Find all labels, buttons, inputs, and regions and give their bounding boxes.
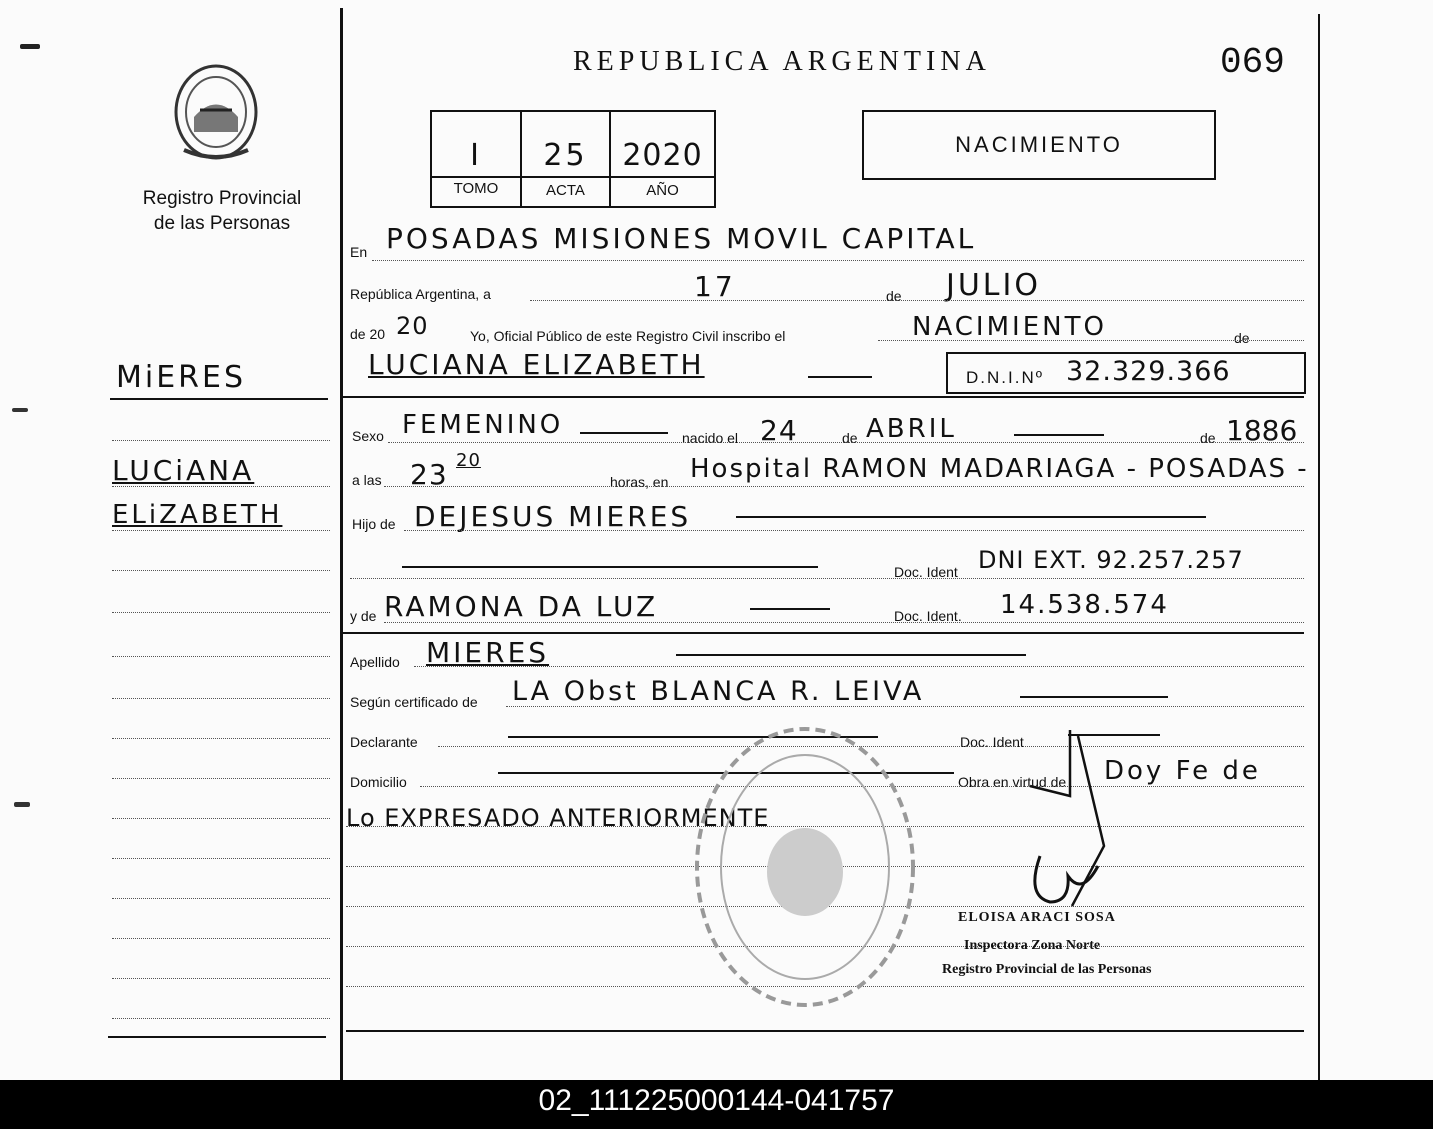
filler-stroke <box>580 432 668 434</box>
entry-line <box>350 578 1304 579</box>
punch-mark <box>20 44 40 49</box>
place-value: POSADAS MISIONES MOVIL CAPITAL <box>386 222 977 255</box>
doc-ident3-label: Doc. Ident <box>960 734 1024 750</box>
alas-label: a las <box>352 472 382 488</box>
margin-line <box>112 978 330 979</box>
country-title: REPUBLICA ARGENTINA <box>573 46 991 77</box>
entry-line <box>388 442 1304 443</box>
margin-divider <box>340 8 343 1080</box>
birth-month: ABRIL <box>866 414 957 444</box>
segun-label: Según certificado de <box>350 694 478 710</box>
margin-line <box>110 398 328 400</box>
margin-name2: ELiZABETH <box>112 500 283 530</box>
registry-line2: de las Personas <box>153 213 291 234</box>
registry-line1: Registro Provincial <box>142 188 302 209</box>
birth-year: 1886 <box>1226 414 1298 447</box>
de2-label: de <box>1234 330 1250 346</box>
margin-bottom-rule <box>108 1036 326 1038</box>
ano-label: AÑO <box>646 182 679 199</box>
margin-surname: MiERES <box>116 360 247 395</box>
filler-stroke <box>1014 434 1104 436</box>
month-value: JULIO <box>946 268 1041 303</box>
dni-box <box>946 352 1306 394</box>
margin-line <box>112 612 330 613</box>
section-rule <box>342 632 1304 634</box>
act-value: NACIMIENTO <box>912 312 1107 342</box>
official-stamp <box>692 722 918 1012</box>
margin-name1: LUCiANA <box>112 454 255 487</box>
official-signature <box>1010 726 1120 926</box>
person-name: LUCIANA ELIZABETH <box>368 348 705 381</box>
day-value: 17 <box>694 270 736 303</box>
filler-stroke <box>402 566 818 568</box>
domicilio-label: Domicilio <box>350 774 407 790</box>
entry-line <box>372 260 1304 261</box>
doc-ident2-label: Doc. Ident. <box>894 608 962 624</box>
margin-line <box>112 1018 330 1019</box>
entry-line <box>506 706 1304 707</box>
nacido-label: nacido el <box>682 430 739 446</box>
sexo-label: Sexo <box>352 428 384 444</box>
filler-stroke <box>736 516 1206 518</box>
republica-label: República Argentina, a <box>350 286 491 302</box>
declarante-label: Declarante <box>350 734 418 750</box>
horas-label: horas, en <box>610 474 669 490</box>
birth-place: Hospital RAMON MADARIAGA - POSADAS - <box>690 454 1309 484</box>
filler-stroke <box>750 608 830 610</box>
entry-line <box>530 300 1304 301</box>
record-type: NACIMIENTO <box>955 132 1123 157</box>
mother-name: RAMONA DA LUZ <box>384 590 659 623</box>
entry-line <box>384 622 1304 623</box>
margin-line <box>112 486 330 487</box>
filler-stroke <box>676 654 1026 656</box>
punch-mark <box>14 802 30 807</box>
tomo-value: I <box>470 138 482 173</box>
margin-line <box>112 818 330 819</box>
punch-mark <box>12 408 28 412</box>
dni-label: D.N.I.Nº <box>966 368 1044 387</box>
page-number: 069 <box>1220 42 1285 83</box>
de3-label: de <box>842 430 858 446</box>
tomo-label: TOMO <box>453 180 499 197</box>
signature-title: Inspectora Zona Norte <box>964 938 1101 953</box>
birth-day: 24 <box>760 414 798 447</box>
signature-name: ELOISA ARACI SOSA <box>958 910 1116 925</box>
apellido-label: Apellido <box>350 654 400 670</box>
hour-minutes: 20 <box>456 450 481 471</box>
province-seal <box>170 62 262 166</box>
doc-ident-label: Doc. Ident <box>894 564 958 580</box>
margin-line <box>112 738 330 739</box>
margin-line <box>112 858 330 859</box>
entry-line <box>384 486 1304 487</box>
document-code-bar <box>0 1080 1433 1129</box>
section-rule <box>342 396 1304 398</box>
year-suffix: 20 <box>396 312 429 340</box>
father-doc: DNI EXT. 92.257.257 <box>978 546 1244 574</box>
sexo-value: FEMENINO <box>402 410 564 440</box>
filler-stroke <box>1020 696 1168 698</box>
mother-doc: 14.538.574 <box>1000 590 1169 620</box>
obra-label: Obra en virtud de <box>958 774 1067 790</box>
reference-box <box>430 110 716 208</box>
margin-line <box>112 530 330 531</box>
document-code: 02_111225000144-041757 <box>538 1084 895 1117</box>
en-label: En <box>350 244 368 260</box>
yde-label: y de <box>350 608 377 624</box>
yo-label: Yo, Oficial Público de este Registro Civil inscribo el <box>470 328 786 344</box>
margin-line <box>112 698 330 699</box>
margin-line <box>112 898 330 899</box>
acta-value: 25 <box>543 138 588 173</box>
ano-value: 2020 <box>622 138 703 173</box>
entry-line <box>414 666 1304 667</box>
year-prefix: de 20 <box>350 326 386 342</box>
hour-value: 23 <box>410 458 448 491</box>
margin-line <box>112 570 330 571</box>
father-name: DEJESUS MIERES <box>414 500 692 533</box>
section-rule <box>346 1030 1304 1032</box>
de4-label: de <box>1200 430 1216 446</box>
record-type-box <box>862 110 1216 180</box>
obra-value-continued: Lo EXPRESADO ANTERIORMENTE <box>346 804 770 832</box>
apellido-value: MIERES <box>426 636 550 669</box>
entry-line <box>878 340 1304 341</box>
margin-line <box>112 938 330 939</box>
signature-org: Registro Provincial de las Personas <box>942 962 1152 977</box>
hijo-label: Hijo de <box>352 516 396 532</box>
filler-stroke <box>808 376 872 378</box>
de-label: de <box>886 288 902 304</box>
obra-value: Doy Fe de <box>1104 756 1261 786</box>
dni-value: 32.329.366 <box>1066 356 1231 387</box>
margin-line <box>112 440 330 441</box>
acta-label: ACTA <box>546 182 585 199</box>
certificado-value: LA Obst BLANCA R. LEIVA <box>512 676 925 707</box>
margin-line <box>112 656 330 657</box>
right-border <box>1318 14 1320 1080</box>
margin-line <box>112 778 330 779</box>
entry-line <box>404 530 1304 531</box>
